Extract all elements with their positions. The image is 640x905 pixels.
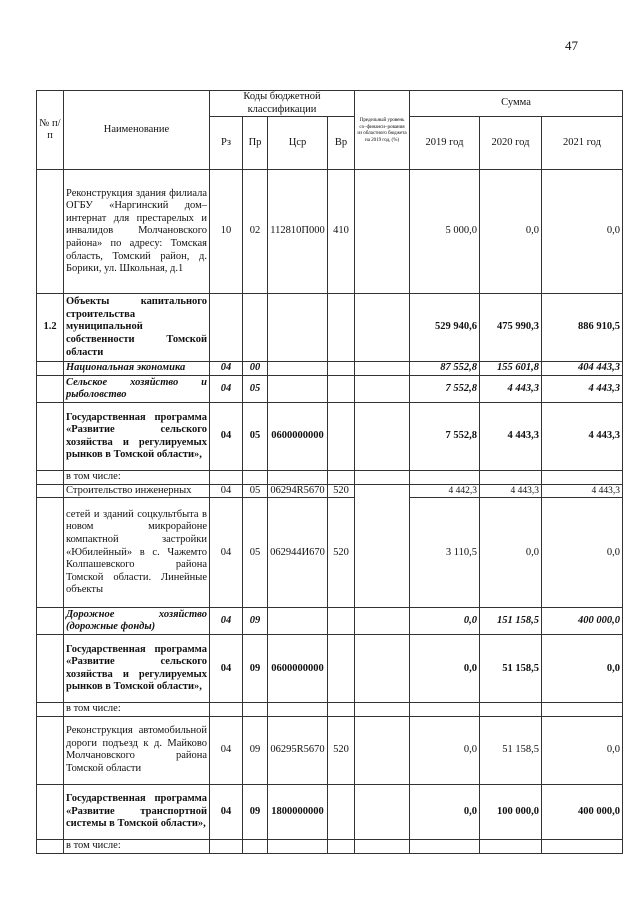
cell-no: 1.2	[37, 294, 64, 362]
cell-no	[37, 839, 64, 853]
cell-pr: 09	[243, 608, 268, 635]
cell-level	[355, 498, 410, 608]
cell-name: Государственная программа «Развитие сельского хозяйства и регулируемых рынков в Томской области»,	[64, 403, 210, 471]
header-no: № п/п	[37, 91, 64, 170]
cell-rz: 10	[210, 170, 243, 294]
table-row	[37, 376, 623, 403]
cell-2020: 151 158,5	[480, 608, 542, 635]
cell-pr: 05	[243, 484, 268, 498]
cell-name: в том числе:	[64, 839, 210, 853]
cell-pr: 09	[243, 716, 268, 784]
header-vr: Вр	[328, 117, 355, 170]
cell-2020: 0,0	[480, 498, 542, 608]
cell-2020	[480, 839, 542, 853]
cell-name: Строительство инженерных	[64, 484, 210, 498]
cell-2020: 4 443,3	[480, 403, 542, 471]
cell-vr	[328, 635, 355, 703]
header-rz: Рз	[210, 117, 243, 170]
cell-2020: 155 601,8	[480, 362, 542, 376]
cell-2021	[542, 839, 623, 853]
header-2020: 2020 год	[480, 117, 542, 170]
cell-2019: 0,0	[410, 635, 480, 703]
table-row	[37, 471, 623, 485]
cell-rz: 04	[210, 403, 243, 471]
cell-level	[355, 635, 410, 703]
cell-rz	[210, 839, 243, 853]
cell-level	[355, 403, 410, 471]
cell-csr	[268, 376, 328, 403]
cell-vr	[328, 376, 355, 403]
cell-level	[355, 608, 410, 635]
cell-csr: 1800000000	[268, 784, 328, 839]
cell-2019: 4 442,3	[410, 484, 480, 498]
cell-2019: 87 552,8	[410, 362, 480, 376]
header-2019: 2019 год	[410, 117, 480, 170]
cell-2020: 475 990,3	[480, 294, 542, 362]
cell-vr: 410	[328, 170, 355, 294]
cell-level	[355, 170, 410, 294]
cell-csr	[268, 703, 328, 717]
cell-2019	[410, 839, 480, 853]
cell-vr	[328, 608, 355, 635]
cell-2019	[410, 703, 480, 717]
cell-pr: 05	[243, 376, 268, 403]
cell-csr	[268, 362, 328, 376]
cell-rz	[210, 703, 243, 717]
table-row	[37, 484, 623, 498]
cell-level	[355, 471, 410, 485]
cell-rz: 04	[210, 498, 243, 608]
cell-name: Объекты капитального строительства муниципальной собственности Томской области	[64, 294, 210, 362]
cell-name: Государственная программа «Развитие сельского хозяйства и регулируемых рынков в Томской области»,	[64, 635, 210, 703]
cell-level	[355, 703, 410, 717]
budget-table	[36, 90, 623, 854]
header-csr: Цср	[268, 117, 328, 170]
page-number: 47	[565, 38, 578, 53]
header-codes: Коды бюджетной классификации	[210, 91, 355, 117]
cell-name: сетей и зданий соцкультбыта в новом микрорайоне компактной застройки «Юбилейный» в с. Чажемто Колпашевского района Томской области. Линейные объекты	[64, 498, 210, 608]
cell-no	[37, 170, 64, 294]
cell-rz	[210, 294, 243, 362]
cell-csr	[268, 608, 328, 635]
cell-name: Сельское хозяйство и рыболовство	[64, 376, 210, 403]
table-row	[37, 170, 623, 294]
cell-rz: 04	[210, 362, 243, 376]
cell-2020: 0,0	[480, 170, 542, 294]
table-row	[37, 716, 623, 784]
cell-level	[355, 716, 410, 784]
cell-rz: 04	[210, 608, 243, 635]
table-row	[37, 784, 623, 839]
cell-2019: 529 940,6	[410, 294, 480, 362]
cell-rz: 04	[210, 484, 243, 498]
cell-level	[355, 484, 410, 498]
table-row	[37, 635, 623, 703]
cell-no	[37, 362, 64, 376]
cell-csr: 0600000000	[268, 635, 328, 703]
cell-vr	[328, 839, 355, 853]
cell-rz: 04	[210, 376, 243, 403]
cell-2021: 0,0	[542, 635, 623, 703]
cell-name: в том числе:	[64, 471, 210, 485]
cell-csr	[268, 294, 328, 362]
cell-pr: 05	[243, 403, 268, 471]
cell-name: Государственная программа «Развитие транспортной системы в Томской области»,	[64, 784, 210, 839]
cell-2021: 4 443,3	[542, 376, 623, 403]
cell-no	[37, 716, 64, 784]
cell-2019: 7 552,8	[410, 403, 480, 471]
cell-2021: 4 443,3	[542, 403, 623, 471]
cell-2021: 400 000,0	[542, 608, 623, 635]
cell-name: Дорожное хозяйство (дорожные фонды)	[64, 608, 210, 635]
cell-2019: 0,0	[410, 716, 480, 784]
cell-pr: 09	[243, 635, 268, 703]
cell-rz: 04	[210, 784, 243, 839]
cell-no	[37, 376, 64, 403]
cell-2021: 0,0	[542, 170, 623, 294]
cell-2020	[480, 471, 542, 485]
table-row	[37, 294, 623, 362]
cell-vr	[328, 403, 355, 471]
cell-vr	[328, 362, 355, 376]
cell-no	[37, 484, 64, 498]
cell-level	[355, 839, 410, 853]
cell-2020: 4 443,3	[480, 484, 542, 498]
cell-2020: 51 158,5	[480, 716, 542, 784]
cell-no	[37, 403, 64, 471]
cell-vr	[328, 703, 355, 717]
cell-level	[355, 784, 410, 839]
table-row	[37, 608, 623, 635]
cell-name: Национальная экономика	[64, 362, 210, 376]
cell-no	[37, 608, 64, 635]
cell-no	[37, 703, 64, 717]
cell-2021: 404 443,3	[542, 362, 623, 376]
cell-2019	[410, 471, 480, 485]
cell-csr: 06295R5670	[268, 716, 328, 784]
cell-level	[355, 294, 410, 362]
cell-vr	[328, 784, 355, 839]
cell-2019: 0,0	[410, 608, 480, 635]
cell-2021	[542, 703, 623, 717]
cell-pr: 05	[243, 498, 268, 608]
cell-no	[37, 498, 64, 608]
cell-2020: 100 000,0	[480, 784, 542, 839]
cell-rz: 04	[210, 635, 243, 703]
cell-no	[37, 784, 64, 839]
cell-name: Реконструкция здания филиала ОГБУ «Наргинский дом–интернат для престарелых и инвалидов Молчановского района» по адресу: Томская область, Томский район, д. Борики, ул. Школьная, д.1	[64, 170, 210, 294]
table-row	[37, 498, 623, 608]
header-level: Предельный уровень со–финанси–рования из областного бюджета на 2019 год, (%)	[355, 91, 410, 170]
cell-csr: 0600000000	[268, 403, 328, 471]
cell-rz	[210, 471, 243, 485]
cell-level	[355, 362, 410, 376]
header-name: Наименование	[64, 91, 210, 170]
cell-pr	[243, 471, 268, 485]
table-row	[37, 839, 623, 853]
cell-pr: 02	[243, 170, 268, 294]
cell-vr: 520	[328, 498, 355, 608]
cell-pr: 09	[243, 784, 268, 839]
cell-name: в том числе:	[64, 703, 210, 717]
cell-2020: 51 158,5	[480, 635, 542, 703]
header-pr: Пр	[243, 117, 268, 170]
cell-2021: 4 443,3	[542, 484, 623, 498]
cell-name: Реконструкция автомобильной дороги подъезд к д. Майково Молчановского района Томской области	[64, 716, 210, 784]
cell-2021: 886 910,5	[542, 294, 623, 362]
cell-pr	[243, 839, 268, 853]
cell-2021: 0,0	[542, 498, 623, 608]
cell-2021	[542, 471, 623, 485]
cell-vr: 520	[328, 484, 355, 498]
cell-csr: 112810П000	[268, 170, 328, 294]
cell-vr	[328, 294, 355, 362]
cell-pr	[243, 294, 268, 362]
header-sum: Сумма	[410, 91, 623, 117]
cell-pr	[243, 703, 268, 717]
cell-2020	[480, 703, 542, 717]
cell-pr: 00	[243, 362, 268, 376]
cell-2019: 5 000,0	[410, 170, 480, 294]
cell-2019: 0,0	[410, 784, 480, 839]
cell-2020: 4 443,3	[480, 376, 542, 403]
table-row	[37, 362, 623, 376]
cell-2021: 400 000,0	[542, 784, 623, 839]
table-row	[37, 403, 623, 471]
cell-rz: 04	[210, 716, 243, 784]
cell-csr	[268, 839, 328, 853]
cell-2019: 7 552,8	[410, 376, 480, 403]
cell-vr	[328, 471, 355, 485]
cell-2019: 3 110,5	[410, 498, 480, 608]
table-row	[37, 703, 623, 717]
cell-csr: 062944И670	[268, 498, 328, 608]
cell-level	[355, 376, 410, 403]
cell-csr: 06294R5670	[268, 484, 328, 498]
header-2021: 2021 год	[542, 117, 623, 170]
cell-no	[37, 471, 64, 485]
cell-2021: 0,0	[542, 716, 623, 784]
cell-no	[37, 635, 64, 703]
cell-vr: 520	[328, 716, 355, 784]
cell-csr	[268, 471, 328, 485]
